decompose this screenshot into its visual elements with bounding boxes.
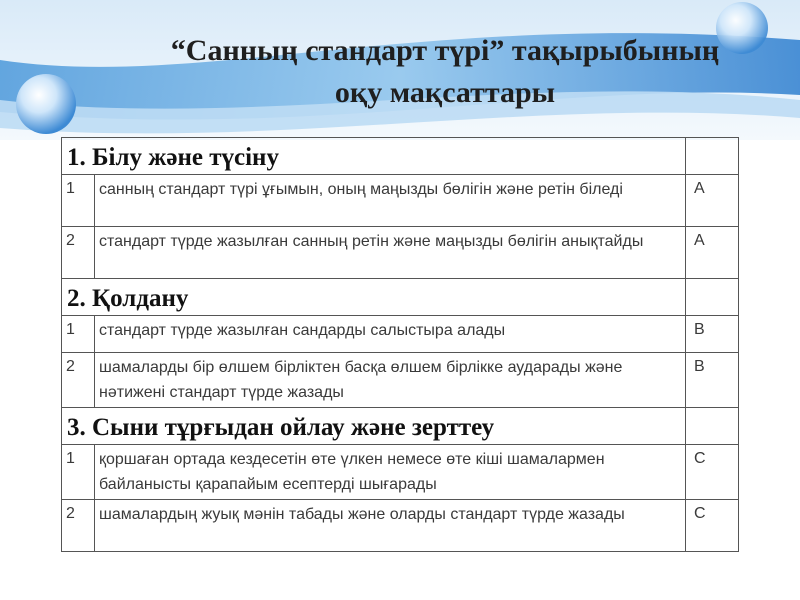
section-header-knowledge bbox=[62, 138, 739, 175]
objective-text: шамаларды бір өлшем бірліктен басқа өлшем бірлікке аударады және нәтижені стандарт түрде жазады bbox=[95, 353, 686, 408]
row-number: 2 bbox=[62, 353, 95, 408]
objectives-table bbox=[61, 137, 739, 552]
slide-title-line1: “Санның стандарт түрі” тақырыбының bbox=[170, 34, 720, 67]
section-header-critical-thinking bbox=[62, 408, 739, 445]
objective-text: санның стандарт түрі ұғымын, оның маңызды бөлігін және ретін біледі bbox=[95, 175, 686, 227]
empty-cell bbox=[686, 408, 739, 445]
row-number: 1 bbox=[62, 445, 95, 500]
empty-cell bbox=[686, 138, 739, 175]
level-label: C bbox=[686, 500, 739, 552]
table-row bbox=[62, 227, 739, 279]
section-header-application bbox=[62, 279, 739, 316]
row-number: 1 bbox=[62, 316, 95, 353]
orb-left-icon bbox=[16, 74, 76, 134]
objective-text: стандарт түрде жазылған санның ретін және маңызды бөлігін анықтайды bbox=[95, 227, 686, 279]
objective-text: қоршаған ортада кездесетін өте үлкен немесе өте кіші шамалармен байланысты қарапайым есептерді шығарады bbox=[95, 445, 686, 500]
level-label: A bbox=[686, 227, 739, 279]
section-title: 2. Қолдану bbox=[62, 279, 686, 316]
objective-text: шамалардың жуық мәнін табады және оларды стандарт түрде жазады bbox=[95, 500, 686, 552]
empty-cell bbox=[686, 279, 739, 316]
row-number: 2 bbox=[62, 227, 95, 279]
table-row bbox=[62, 445, 739, 500]
level-label: A bbox=[686, 175, 739, 227]
section-title: 3. Сыни тұрғыдан ойлау және зерттеу bbox=[62, 408, 686, 445]
level-label: B bbox=[686, 353, 739, 408]
row-number: 1 bbox=[62, 175, 95, 227]
level-label: C bbox=[686, 445, 739, 500]
row-number: 2 bbox=[62, 500, 95, 552]
table-row bbox=[62, 175, 739, 227]
section-title: 1. Білу және түсіну bbox=[62, 138, 686, 175]
slide-title bbox=[100, 30, 790, 114]
table-row bbox=[62, 316, 739, 353]
objective-text: стандарт түрде жазылған сандарды салыстыра алады bbox=[95, 316, 686, 353]
level-label: B bbox=[686, 316, 739, 353]
table-row bbox=[62, 500, 739, 552]
slide-title-line2: оқу мақсаттары bbox=[334, 76, 556, 109]
table-row bbox=[62, 353, 739, 408]
